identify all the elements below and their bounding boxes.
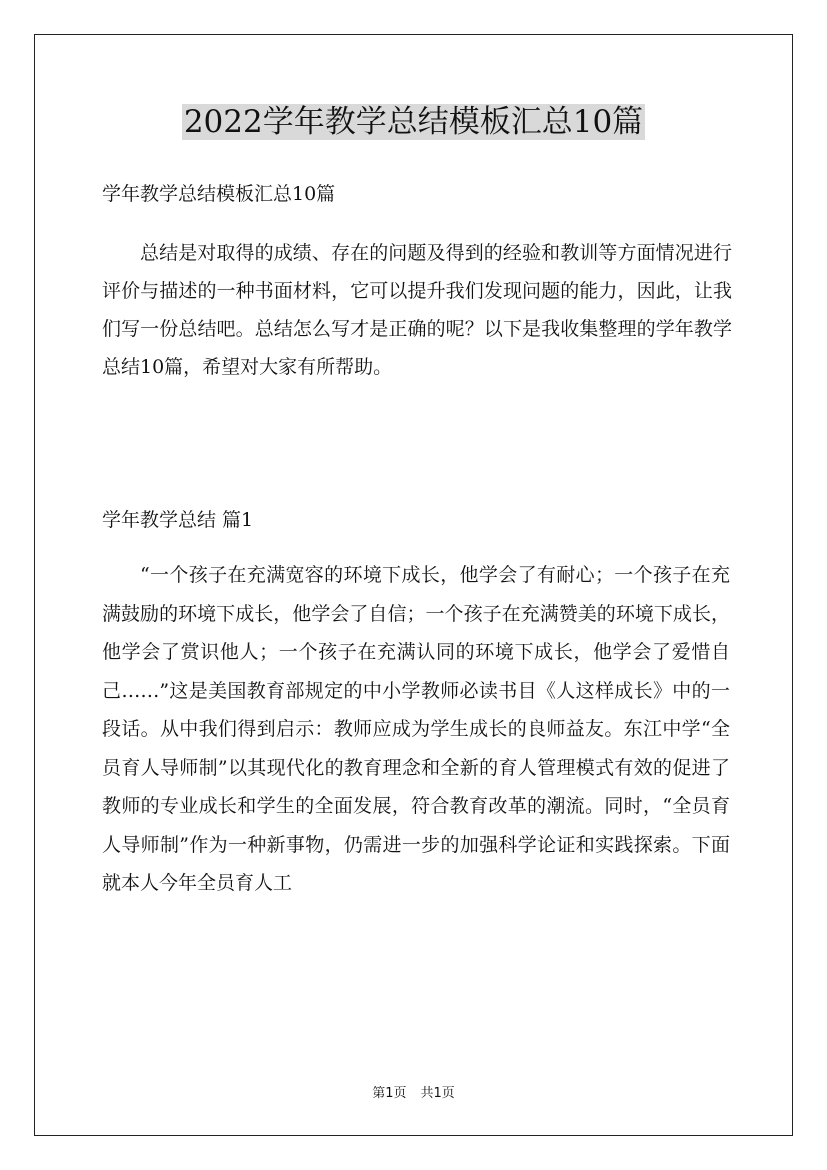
intro-paragraph: 总结是对取得的成绩、存在的问题及得到的经验和教训等方面情况进行评价与描述的一种书面材料，它可以提升我们发现问题的能力，因此，让我们写一份总结吧。总结怎么写才是正确的呢？以下是我收集整理的学年教学总结10篇，希望对大家有所帮助。	[102, 242, 732, 378]
document-title-text: 2022学年教学总结模板汇总10篇	[183, 104, 644, 140]
page-footer	[0, 1082, 827, 1101]
page-total-label: 共1页	[420, 1086, 455, 1101]
section-heading: 学年教学总结 篇1	[102, 509, 254, 531]
section-body-paragraph: “一个孩子在充满宽容的环境下成长，他学会了有耐心；一个孩子在充满鼓励的环境下成长，他学会了自信；一个孩子在充满赞美的环境下成长，他学会了赏识他人；一个孩子在充满认同的环境下成长，他学会了爱惜自己……”这是美国教育部规定的中小学教师必读书目《人这样成长》中的一段话。从中我们得到启示：教师应成为学生成长的良师益友。东江中学“全员育人导师制”以其现代化的教育理念和全新的育人管理模式有效的促进了教师的专业成长和学生的全面发展，符合教育改革的潮流。同时，“全员育人导师制”作为一种新事物，仍需进一步的加强科学论证和实践探索。下面就本人今年全员育人工	[102, 564, 730, 894]
document-title	[0, 100, 827, 144]
document-subtitle: 学年教学总结模板汇总10篇	[102, 183, 336, 205]
page-number-label: 第1页	[372, 1086, 407, 1101]
